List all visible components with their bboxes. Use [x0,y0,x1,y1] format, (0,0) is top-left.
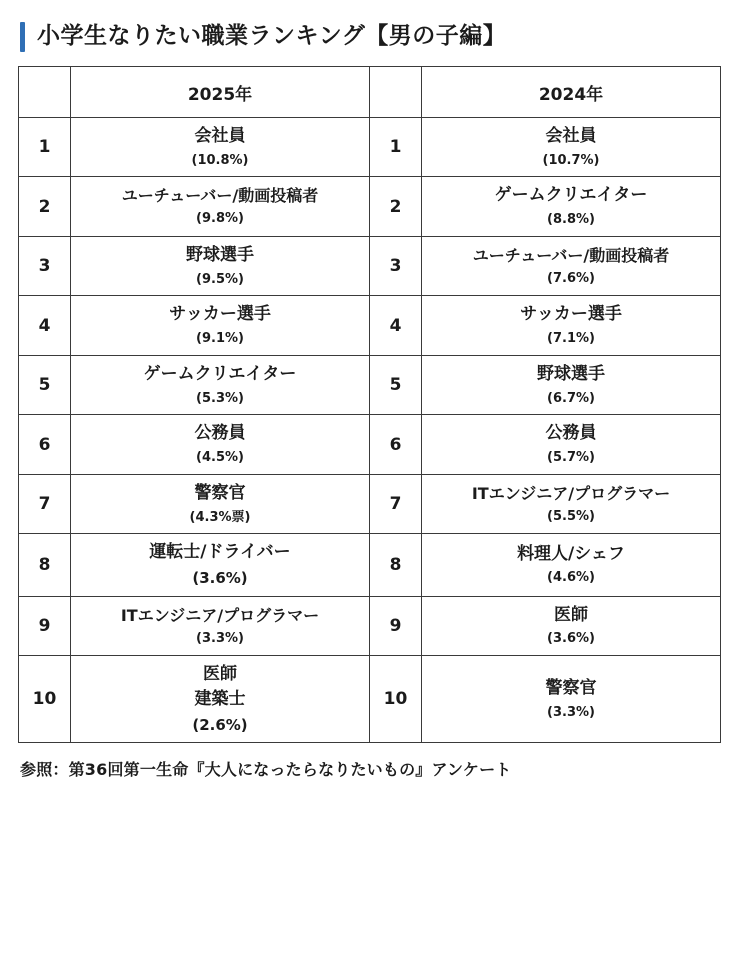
job-2025-percent: (4.3%票) [189,509,251,525]
title-accent-bar [20,22,25,52]
job-2024-name: ITエンジニア/プログラマー [471,483,671,503]
job-2024 [422,656,721,743]
job-2025-percent: (2.6%) [192,715,248,734]
job-2024 [422,474,721,533]
job-2025 [71,296,370,355]
job-2024-name: 公務員 [545,423,597,444]
job-2025-name: 医師 [203,664,237,685]
job-2024-name: サッカー選手 [520,304,622,325]
rank-2024: 5 [370,355,422,414]
job-2025 [71,656,370,743]
rank-2025: 1 [19,118,71,177]
table-row [19,296,721,355]
table-row [19,355,721,414]
job-2025-name: 運転士/ドライバー [149,542,291,563]
job-2024-percent: (5.7%) [547,450,595,466]
job-2025 [71,355,370,414]
rank-2025: 6 [19,415,71,474]
job-2025-percent: (5.3%) [196,390,244,406]
job-2024-name: 会社員 [545,126,597,146]
job-2024-name: 医師 [554,604,588,625]
job-2025-name: サッカー選手 [169,304,271,325]
job-2025 [71,474,370,533]
job-2024-percent: (10.7%) [542,152,600,168]
job-2024 [422,236,721,295]
job-2025-percent: (9.1%) [196,331,244,347]
job-2025-percent: (10.8%) [191,152,249,168]
job-2025 [71,118,370,177]
rank-2025: 7 [19,474,71,533]
header-year-2024: 2024年 [422,67,721,118]
source-note: 参照：第36回第一生命『大人になったらなりたいもの』アンケート [20,760,512,780]
job-2024-percent: (8.8%) [547,212,595,228]
job-2024-percent: (4.6%) [547,570,595,586]
table-row [19,118,721,177]
table-row [19,177,721,236]
job-2024-name: ゲームクリエイター [494,185,648,206]
rank-2024: 7 [370,474,422,533]
table-row [19,656,721,743]
header-rank-2024 [370,67,422,118]
table-row [19,236,721,295]
rank-2024: 1 [370,118,422,177]
job-2025 [71,596,370,655]
job-2024-name: 警察官 [545,678,597,699]
job-2024-percent: (7.1%) [547,331,595,347]
job-2025 [71,236,370,295]
job-2025-percent: (3.3%) [196,630,244,646]
job-2025-percent: (3.6%) [192,569,248,588]
job-2025-percent: (9.8%) [196,211,244,227]
job-2024-percent: (3.3%) [547,704,595,720]
job-2024 [422,296,721,355]
rank-2024: 3 [370,236,422,295]
job-2024-name: 野球選手 [537,363,605,384]
rank-2025: 2 [19,177,71,236]
page-title-text: 小学生なりたい職業ランキング【男の子編】 [37,23,507,50]
rank-2025: 10 [19,656,71,743]
table-header-row [19,67,721,118]
rank-2025: 8 [19,534,71,596]
page-title [20,22,721,52]
job-2024-percent: (3.6%) [547,631,595,647]
rank-2025: 5 [19,355,71,414]
job-2024-percent: (5.5%) [547,508,595,524]
job-2025-name: ゲームクリエイター [143,363,297,384]
rank-2025: 4 [19,296,71,355]
job-2025-name: ITエンジニア/プログラマー [120,605,320,625]
table-row [19,474,721,533]
rank-2025: 3 [19,236,71,295]
rank-2024: 9 [370,596,422,655]
job-2024-percent: (6.7%) [547,390,595,406]
rank-2025: 9 [19,596,71,655]
table-row [19,415,721,474]
job-2025-name: 野球選手 [186,244,254,265]
table-row [19,534,721,596]
header-rank-2025 [19,67,71,118]
rank-2024: 10 [370,656,422,743]
job-2024-name: 料理人/シェフ [517,543,625,564]
job-2024 [422,534,721,596]
rank-2024: 2 [370,177,422,236]
job-2024 [422,355,721,414]
job-2025 [71,415,370,474]
rank-2024: 6 [370,415,422,474]
job-2025-name: 警察官 [194,482,246,503]
job-2024 [422,415,721,474]
job-2025-name-secondary: 建築士 [194,688,246,709]
job-2025-name: 公務員 [194,423,246,444]
job-2025 [71,177,370,236]
job-2025-percent: (9.5%) [196,271,244,287]
job-2024 [422,596,721,655]
table-row [19,596,721,655]
job-2025-name: 会社員 [194,126,246,146]
job-2025 [71,534,370,596]
job-2024-percent: (7.6%) [547,270,595,286]
header-year-2025: 2025年 [71,67,370,118]
rank-2024: 4 [370,296,422,355]
rank-2024: 8 [370,534,422,596]
job-2024-name: ユーチューバー/動画投稿者 [472,245,670,265]
job-2025-name: ユーチューバー/動画投稿者 [121,186,319,206]
ranking-table [18,66,721,743]
job-2025-percent: (4.5%) [196,450,244,466]
job-2024 [422,118,721,177]
job-2024 [422,177,721,236]
